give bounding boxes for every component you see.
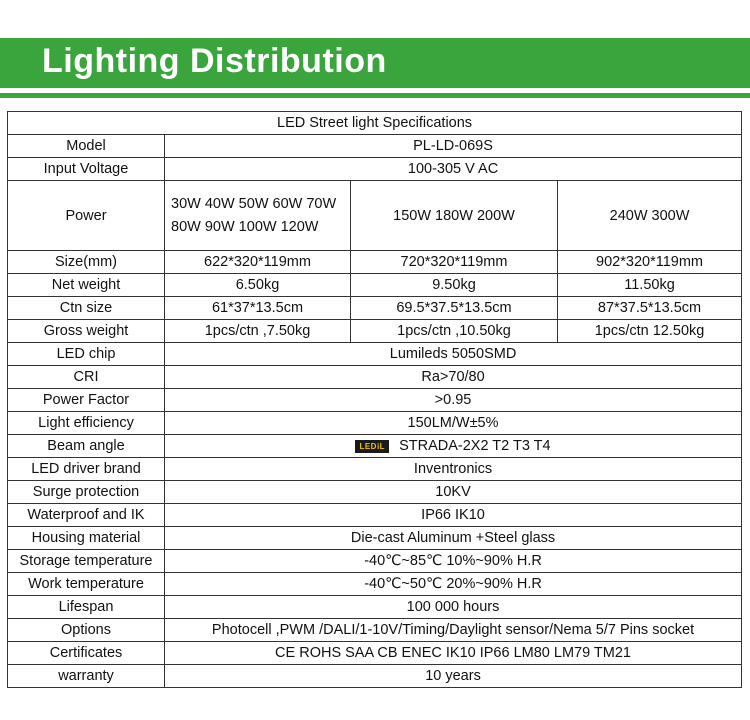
row-value	[165, 435, 742, 458]
row-value: Photocell ,PWM /DALI/1-10V/Timing/Daylight sensor/Nema 5/7 Pins socket	[165, 619, 742, 642]
row-value: IP66 IK10	[165, 504, 742, 527]
row-label: Model	[8, 135, 165, 158]
row-label: Housing material	[8, 527, 165, 550]
table-row	[8, 181, 742, 251]
row-label: warranty	[8, 665, 165, 688]
table-row	[8, 274, 742, 297]
row-label: Waterproof and IK	[8, 504, 165, 527]
row-value: Inventronics	[165, 458, 742, 481]
row-value: 100-305 V AC	[165, 158, 742, 181]
row-value: -40℃~50℃ 20%~90% H.R	[165, 573, 742, 596]
table-row	[8, 550, 742, 573]
row-label: CRI	[8, 366, 165, 389]
ledil-logo: LEDiL	[355, 440, 389, 453]
row-label: Surge protection	[8, 481, 165, 504]
row-label: Lifespan	[8, 596, 165, 619]
row-label: Net weight	[8, 274, 165, 297]
row-label: Input Voltage	[8, 158, 165, 181]
table-row	[8, 665, 742, 688]
table-row	[8, 366, 742, 389]
banner-divider	[0, 93, 750, 98]
row-value: 10 years	[165, 665, 742, 688]
table-row	[8, 135, 742, 158]
row-value: Die-cast Aluminum +Steel glass	[165, 527, 742, 550]
table-header-row	[8, 112, 742, 135]
row-label: Ctn size	[8, 297, 165, 320]
row-value: 720*320*119mm	[351, 251, 558, 274]
table-row	[8, 297, 742, 320]
table-row	[8, 158, 742, 181]
row-value: 150LM/W±5%	[165, 412, 742, 435]
row-value: Lumileds 5050SMD	[165, 343, 742, 366]
row-value: 622*320*119mm	[165, 251, 351, 274]
row-value: 6.50kg	[165, 274, 351, 297]
row-value: 10KV	[165, 481, 742, 504]
row-value: 11.50kg	[558, 274, 742, 297]
row-label: Work temperature	[8, 573, 165, 596]
row-value: Ra>70/80	[165, 366, 742, 389]
row-label: Beam angle	[8, 435, 165, 458]
row-label: Gross weight	[8, 320, 165, 343]
page-title: Lighting Distribution	[42, 42, 387, 80]
title-banner	[0, 38, 750, 88]
row-value: >0.95	[165, 389, 742, 412]
row-value: CE ROHS SAA CB ENEC IK10 IP66 LM80 LM79 TM21	[165, 642, 742, 665]
table-row	[8, 527, 742, 550]
row-label: Storage temperature	[8, 550, 165, 573]
table-row	[8, 458, 742, 481]
row-value: 1pcs/ctn 12.50kg	[558, 320, 742, 343]
row-label: Certificates	[8, 642, 165, 665]
table-row	[8, 573, 742, 596]
table-row	[8, 412, 742, 435]
row-value: 87*37.5*13.5cm	[558, 297, 742, 320]
row-value: 150W 180W 200W	[351, 181, 558, 251]
row-value: -40℃~85℃ 10%~90% H.R	[165, 550, 742, 573]
beam-angle-value: STRADA-2X2 T2 T3 T4	[399, 438, 551, 454]
row-value: 240W 300W	[558, 181, 742, 251]
row-value: 30W 40W 50W 60W 70W 80W 90W 100W 120W	[165, 181, 351, 251]
row-label: LED chip	[8, 343, 165, 366]
table-row	[8, 251, 742, 274]
table-row	[8, 320, 742, 343]
row-value: 100 000 hours	[165, 596, 742, 619]
row-value: 9.50kg	[351, 274, 558, 297]
table-row	[8, 596, 742, 619]
table-row	[8, 504, 742, 527]
row-value: PL-LD-069S	[165, 135, 742, 158]
table-row	[8, 642, 742, 665]
spec-table	[7, 111, 742, 688]
table-row	[8, 389, 742, 412]
row-value: 69.5*37.5*13.5cm	[351, 297, 558, 320]
row-label: Power Factor	[8, 389, 165, 412]
row-label: Size(mm)	[8, 251, 165, 274]
table-row	[8, 619, 742, 642]
table-row	[8, 343, 742, 366]
row-value: 1pcs/ctn ,10.50kg	[351, 320, 558, 343]
row-label: Power	[8, 181, 165, 251]
row-value: 61*37*13.5cm	[165, 297, 351, 320]
row-label: Options	[8, 619, 165, 642]
table-row	[8, 481, 742, 504]
row-label: Light efficiency	[8, 412, 165, 435]
table-header: LED Street light Specifications	[8, 112, 742, 135]
row-value: 902*320*119mm	[558, 251, 742, 274]
table-row	[8, 435, 742, 458]
row-label: LED driver brand	[8, 458, 165, 481]
row-value: 1pcs/ctn ,7.50kg	[165, 320, 351, 343]
